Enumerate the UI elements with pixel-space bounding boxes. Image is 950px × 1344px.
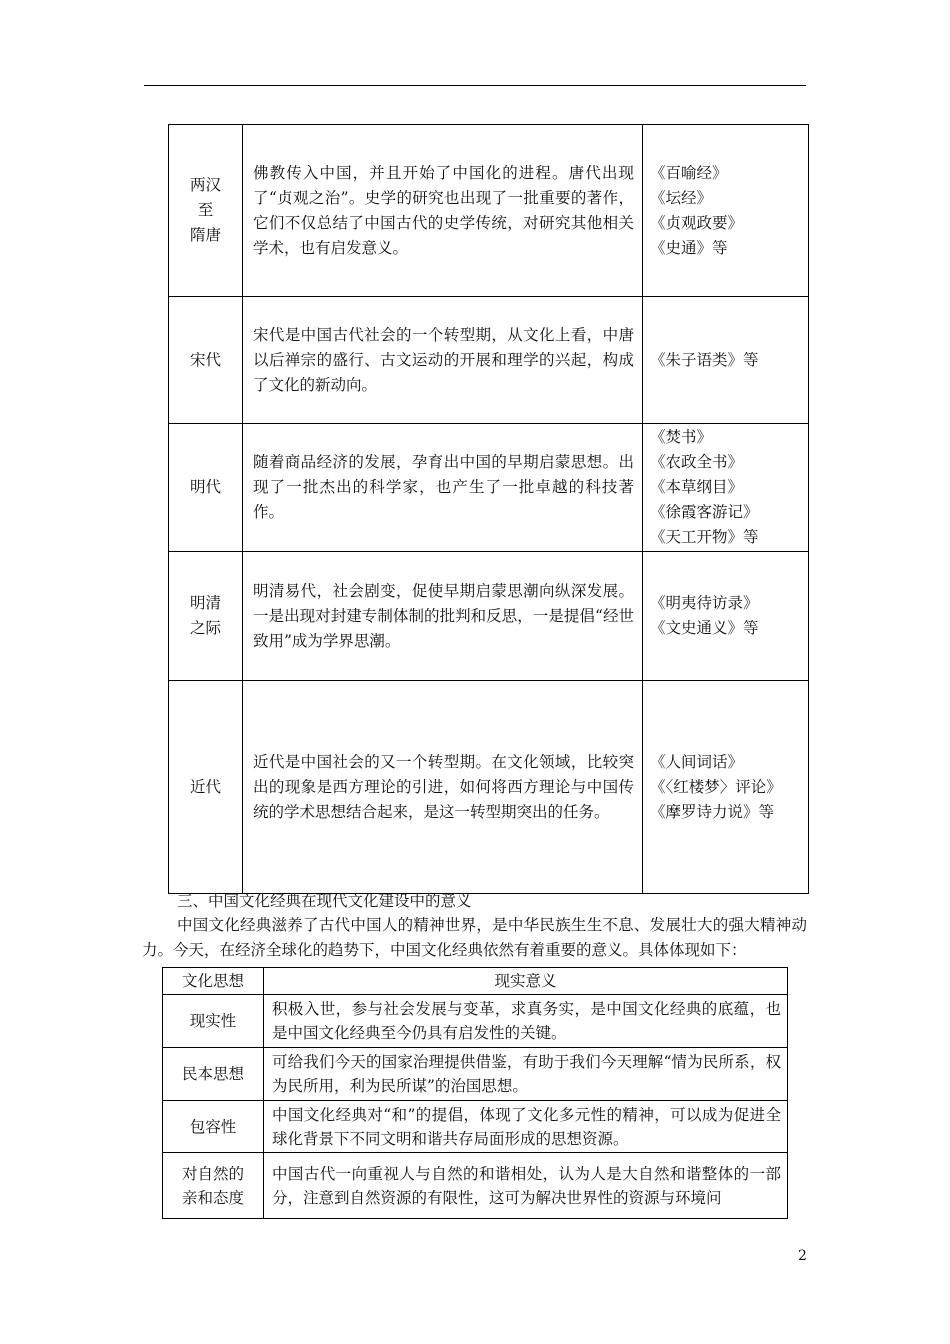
works-cell	[643, 297, 809, 424]
era-description: 明清易代，社会剧变，促使早期启蒙思潮向纵深发展。一是出现对封建专制体制的批判和反思，一是提倡“经世致用”成为学界思潮。	[243, 552, 643, 681]
era-description: 佛教传入中国，并且开始了中国化的进程。唐代出现了“贞观之治”。史学的研究也出现了一批重要的著作，它们不仅总结了中国古代的史学传统，对研究其他相关学术，也有启发意义。	[243, 125, 643, 297]
era-description: 随着商品经济的发展，孕育出中国的早期启蒙思想。出现了一批杰出的科学家，也产生了一批卓越的科技著作。	[243, 424, 643, 552]
work-title: 《徐霞客游记》	[650, 503, 759, 521]
era-label: 至	[197, 201, 214, 219]
page-number: 2	[798, 1248, 807, 1264]
work-title: 《摩罗诗力说》等	[650, 802, 775, 821]
meaning-cell: 积极入世，参与社会发展与变革，求真务实，是中国文化经典的底蕴，也是中国文化经典至今仍具有启发性的关键。	[264, 995, 788, 1048]
era-cell	[169, 125, 243, 297]
table-row	[169, 297, 809, 424]
era-cell	[169, 552, 243, 681]
column-header: 文化思想	[163, 968, 264, 995]
works-cell	[643, 681, 809, 894]
works-cell	[643, 424, 809, 552]
work-title: 《天工开物》等	[650, 528, 759, 546]
concept-line: 亲和态度	[181, 1188, 244, 1207]
section-title: 三、中国文化经典在现代文化建设中的意义	[177, 892, 472, 910]
work-title: 《人间词话》	[650, 752, 744, 771]
era-cell	[169, 681, 243, 894]
era-label: 宋代	[189, 350, 221, 369]
work-title: 《焚书》	[650, 428, 713, 446]
era-label: 明清	[189, 594, 221, 612]
era-label: 近代	[189, 777, 221, 796]
header-rule	[144, 85, 806, 86]
column-header: 现实意义	[264, 968, 788, 995]
concept-cell: 包容性	[163, 1101, 264, 1153]
era-label: 两汉	[189, 176, 221, 194]
table-row	[163, 1048, 788, 1101]
era-cell	[169, 297, 243, 424]
work-title: 《朱子语类》等	[650, 350, 759, 369]
concept-cell	[163, 1153, 264, 1219]
works-cell	[643, 125, 809, 297]
era-description: 近代是中国社会的又一个转型期。在文化领域，比较突出的现象是西方理论的引进，如何将西方理论与中国传统的学术思想结合起来，是这一转型期突出的任务。	[243, 681, 643, 894]
table-row	[163, 1101, 788, 1153]
meaning-table	[162, 967, 788, 1219]
meaning-cell: 中国文化经典对“和”的提倡，体现了文化多元性的精神，可以成为促进全球化背景下不同文明和谐共存局面形成的思想资源。	[264, 1101, 788, 1153]
works-cell	[643, 552, 809, 681]
concept-cell: 现实性	[163, 995, 264, 1048]
section-paragraph: 中国文化经典滋养了古代中国人的精神世界，是中华民族生生不息、发展壮大的强大精神动力。今天，在经济全球化的趋势下，中国文化经典依然有着重要的意义。具体体现如下：	[142, 916, 807, 959]
era-label: 隋唐	[189, 226, 221, 244]
work-title: 《农政全书》	[650, 453, 744, 471]
work-title: 《贞观政要》	[650, 213, 744, 232]
meaning-cell: 中国古代一向重视人与自然的和谐相处，认为人是大自然和谐整体的一部分，注意到自然资源的有限性，这可为解决世界性的资源与环境问	[264, 1153, 788, 1219]
work-title: 《坛经》	[650, 188, 713, 207]
work-title: 《文史通义》等	[650, 619, 759, 637]
work-title: 《百喻经》	[650, 163, 728, 182]
table-row	[169, 424, 809, 552]
era-cell	[169, 424, 243, 552]
work-title: 《本草纲目》	[650, 478, 744, 496]
meaning-cell: 可给我们今天的国家治理提供借鉴，有助于我们今天理解“情为民所系，权为民所用，利为民所谋”的治国思想。	[264, 1048, 788, 1101]
concept-cell: 民本思想	[163, 1048, 264, 1101]
era-label: 之际	[189, 619, 221, 637]
work-title: 《〈红楼梦〉评论》	[650, 777, 782, 796]
era-label: 明代	[189, 478, 221, 496]
work-title: 《史通》等	[650, 238, 728, 257]
concept-line: 对自然的	[181, 1164, 244, 1183]
table-row	[163, 995, 788, 1048]
table-row	[163, 1153, 788, 1219]
table-header-row	[163, 968, 788, 995]
table-row	[169, 125, 809, 297]
table-row	[169, 552, 809, 681]
history-table	[168, 124, 809, 894]
era-description: 宋代是中国古代社会的一个转型期，从文化上看，中唐以后禅宗的盛行、古文运动的开展和理学的兴起，构成了文化的新动向。	[243, 297, 643, 424]
table-row	[169, 681, 809, 894]
work-title: 《明夷待访录》	[650, 594, 759, 612]
